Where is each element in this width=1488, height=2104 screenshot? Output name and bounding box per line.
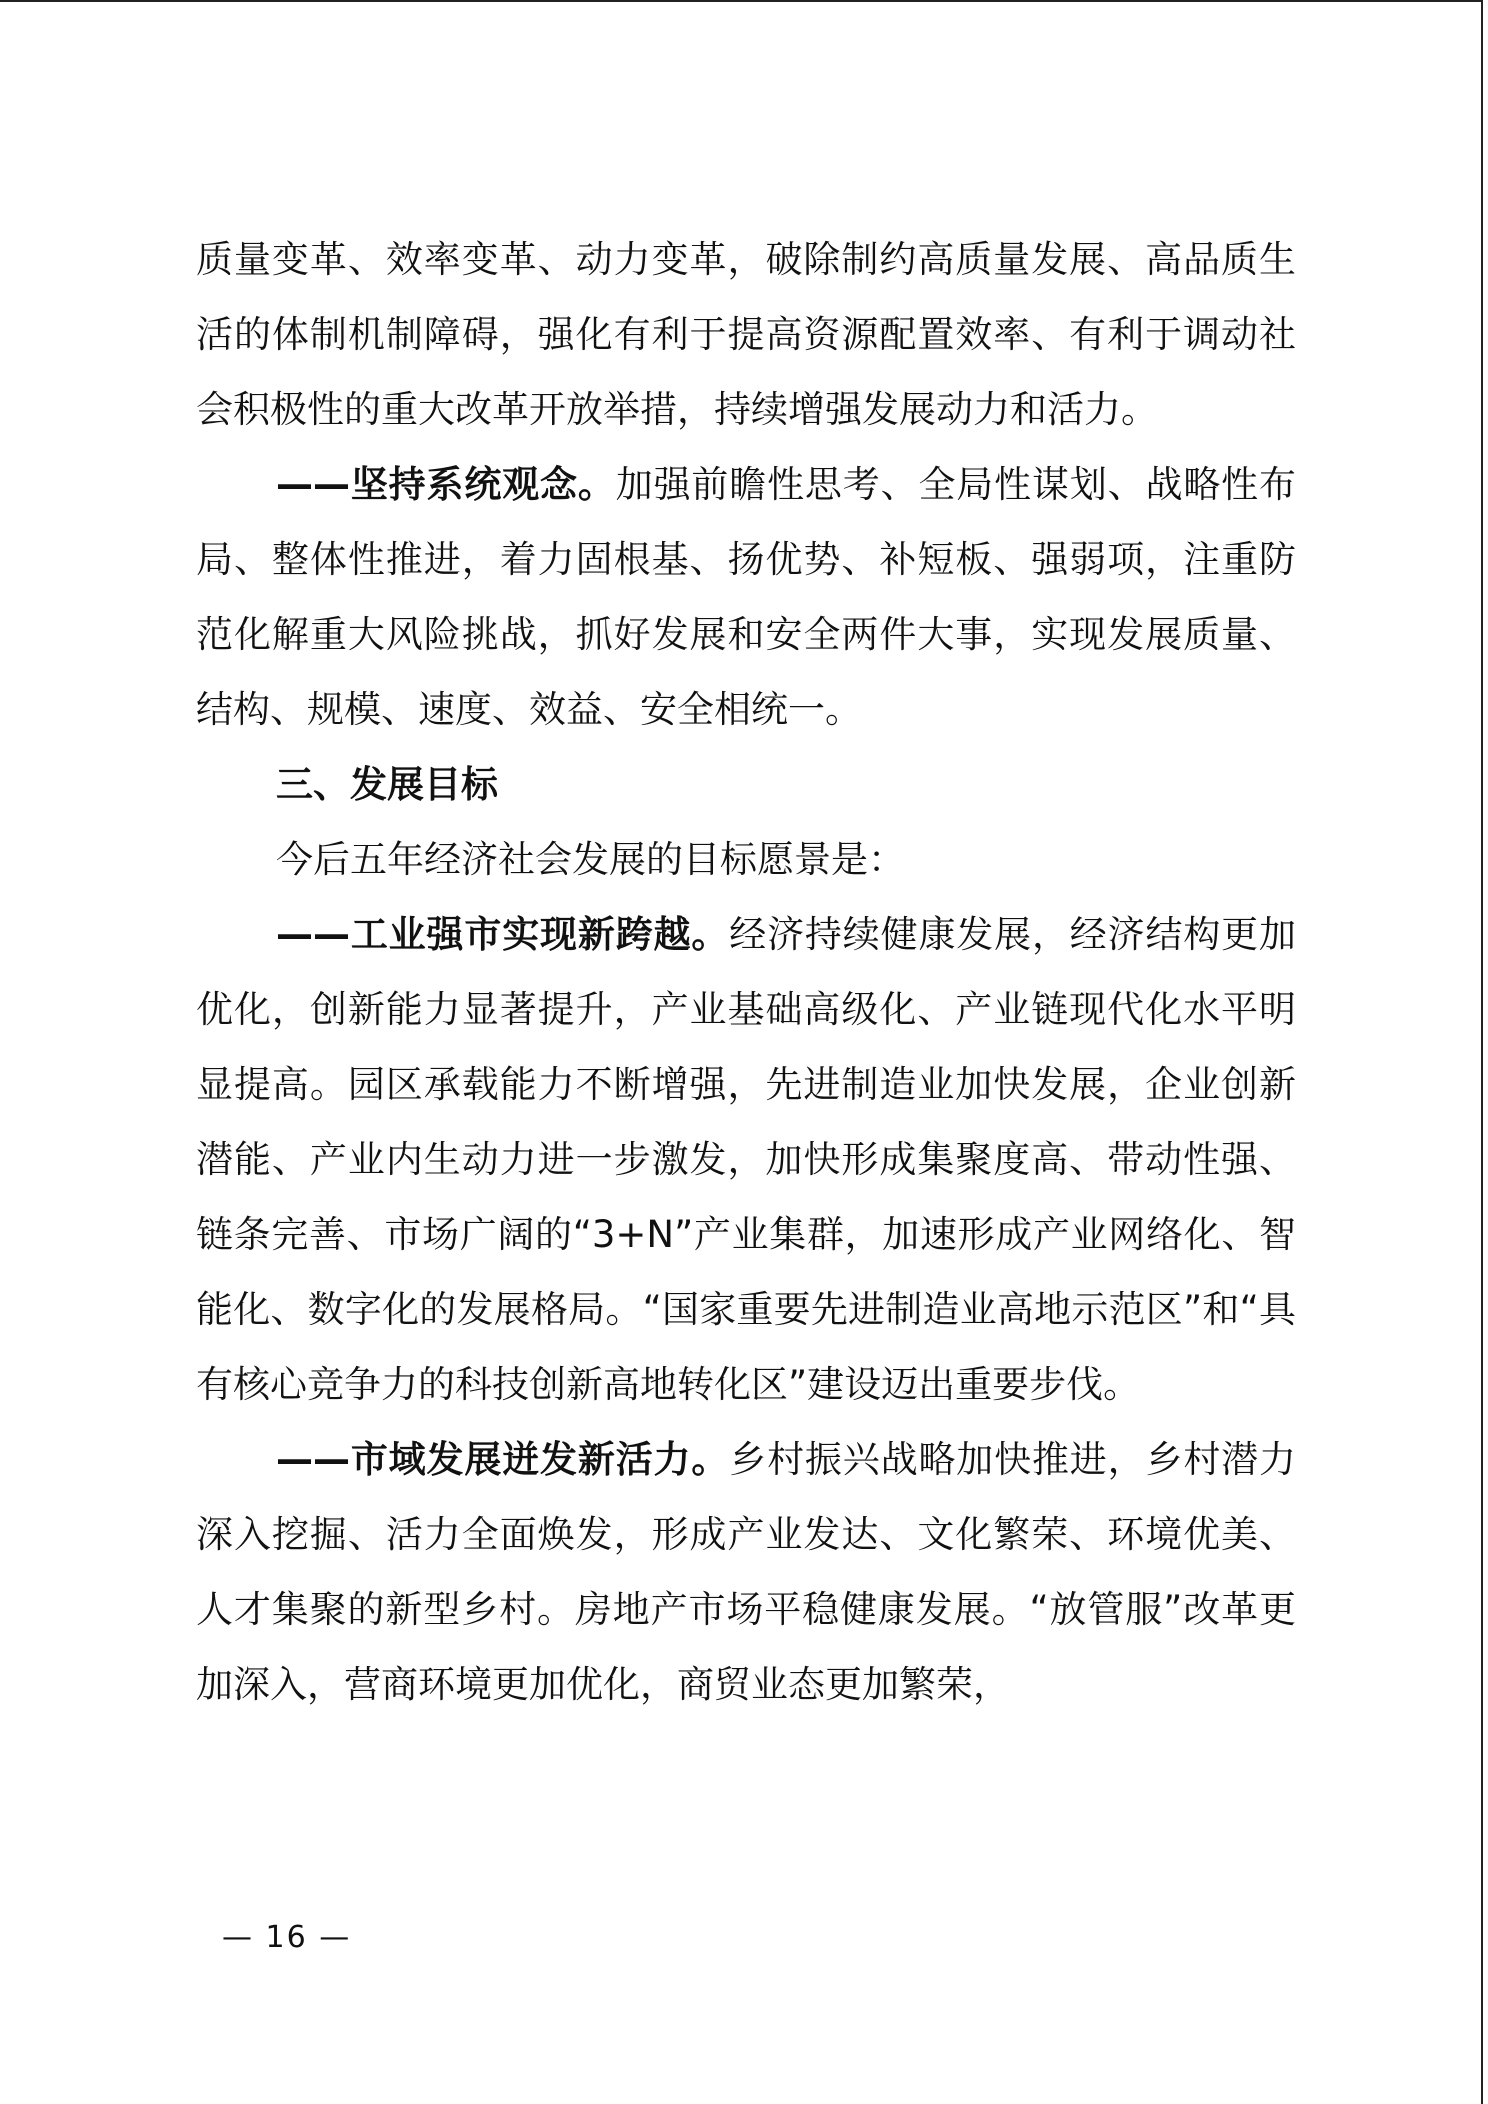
paragraph-lead: ——工业强市实现新跨越。 [276, 913, 730, 956]
paragraph-system-concept [196, 447, 1296, 747]
paragraph-lead: ——市域发展迸发新活力。 [276, 1438, 730, 1481]
paragraph-text: 加强前瞻性思考、全局性谋划、战略性布局、整体性推进，着力固根基、扬优势、补短板、强弱项，注重防范化解重大风险挑战，抓好发展和安全两件大事，实现发展质量、结构、规模、速度、效益、安全相统一。 [196, 463, 1297, 731]
page-number: — 16 — [222, 1920, 352, 1955]
paragraph-industry-goal [196, 897, 1296, 1422]
paragraph-lead: ——坚持系统观念。 [276, 463, 616, 506]
document-body [196, 222, 1296, 1722]
paragraph-city-development-goal [196, 1422, 1296, 1722]
paragraph-text: 乡村振兴战略加快推进，乡村潜力深入挖掘、活力全面焕发，形成产业发达、文化繁荣、环境优美、人才集聚的新型乡村。房地产市场平稳健康发展。“放管服”改革更加深入，营商环境更加优化，商贸业态更加繁荣， [196, 1438, 1297, 1706]
paragraph-text: 经济持续健康发展，经济结构更加优化，创新能力显著提升，产业基础高级化、产业链现代化水平明显提高。园区承载能力不断增强，先进制造业加快发展，企业创新潜能、产业内生动力进一步激发，加快形成集聚度高、带动性强、链条完善、市场广阔的“3+N”产业集群，加速形成产业网络化、智能化、数字化的发展格局。“国家重要先进制造业高地示范区”和“具有核心竞争力的科技创新高地转化区”建设迈出重要步伐。 [196, 913, 1297, 1406]
paragraph-intro: 今后五年经济社会发展的目标愿景是： [276, 838, 905, 881]
paragraph-reform: 质量变革、效率变革、动力变革，破除制约高质量发展、高品质生活的体制机制障碍，强化有利于提高资源配置效率、有利于调动社会积极性的重大改革开放举措，持续增强发展动力和活力。 [196, 238, 1296, 431]
section-heading: 三、发展目标 [276, 763, 498, 806]
